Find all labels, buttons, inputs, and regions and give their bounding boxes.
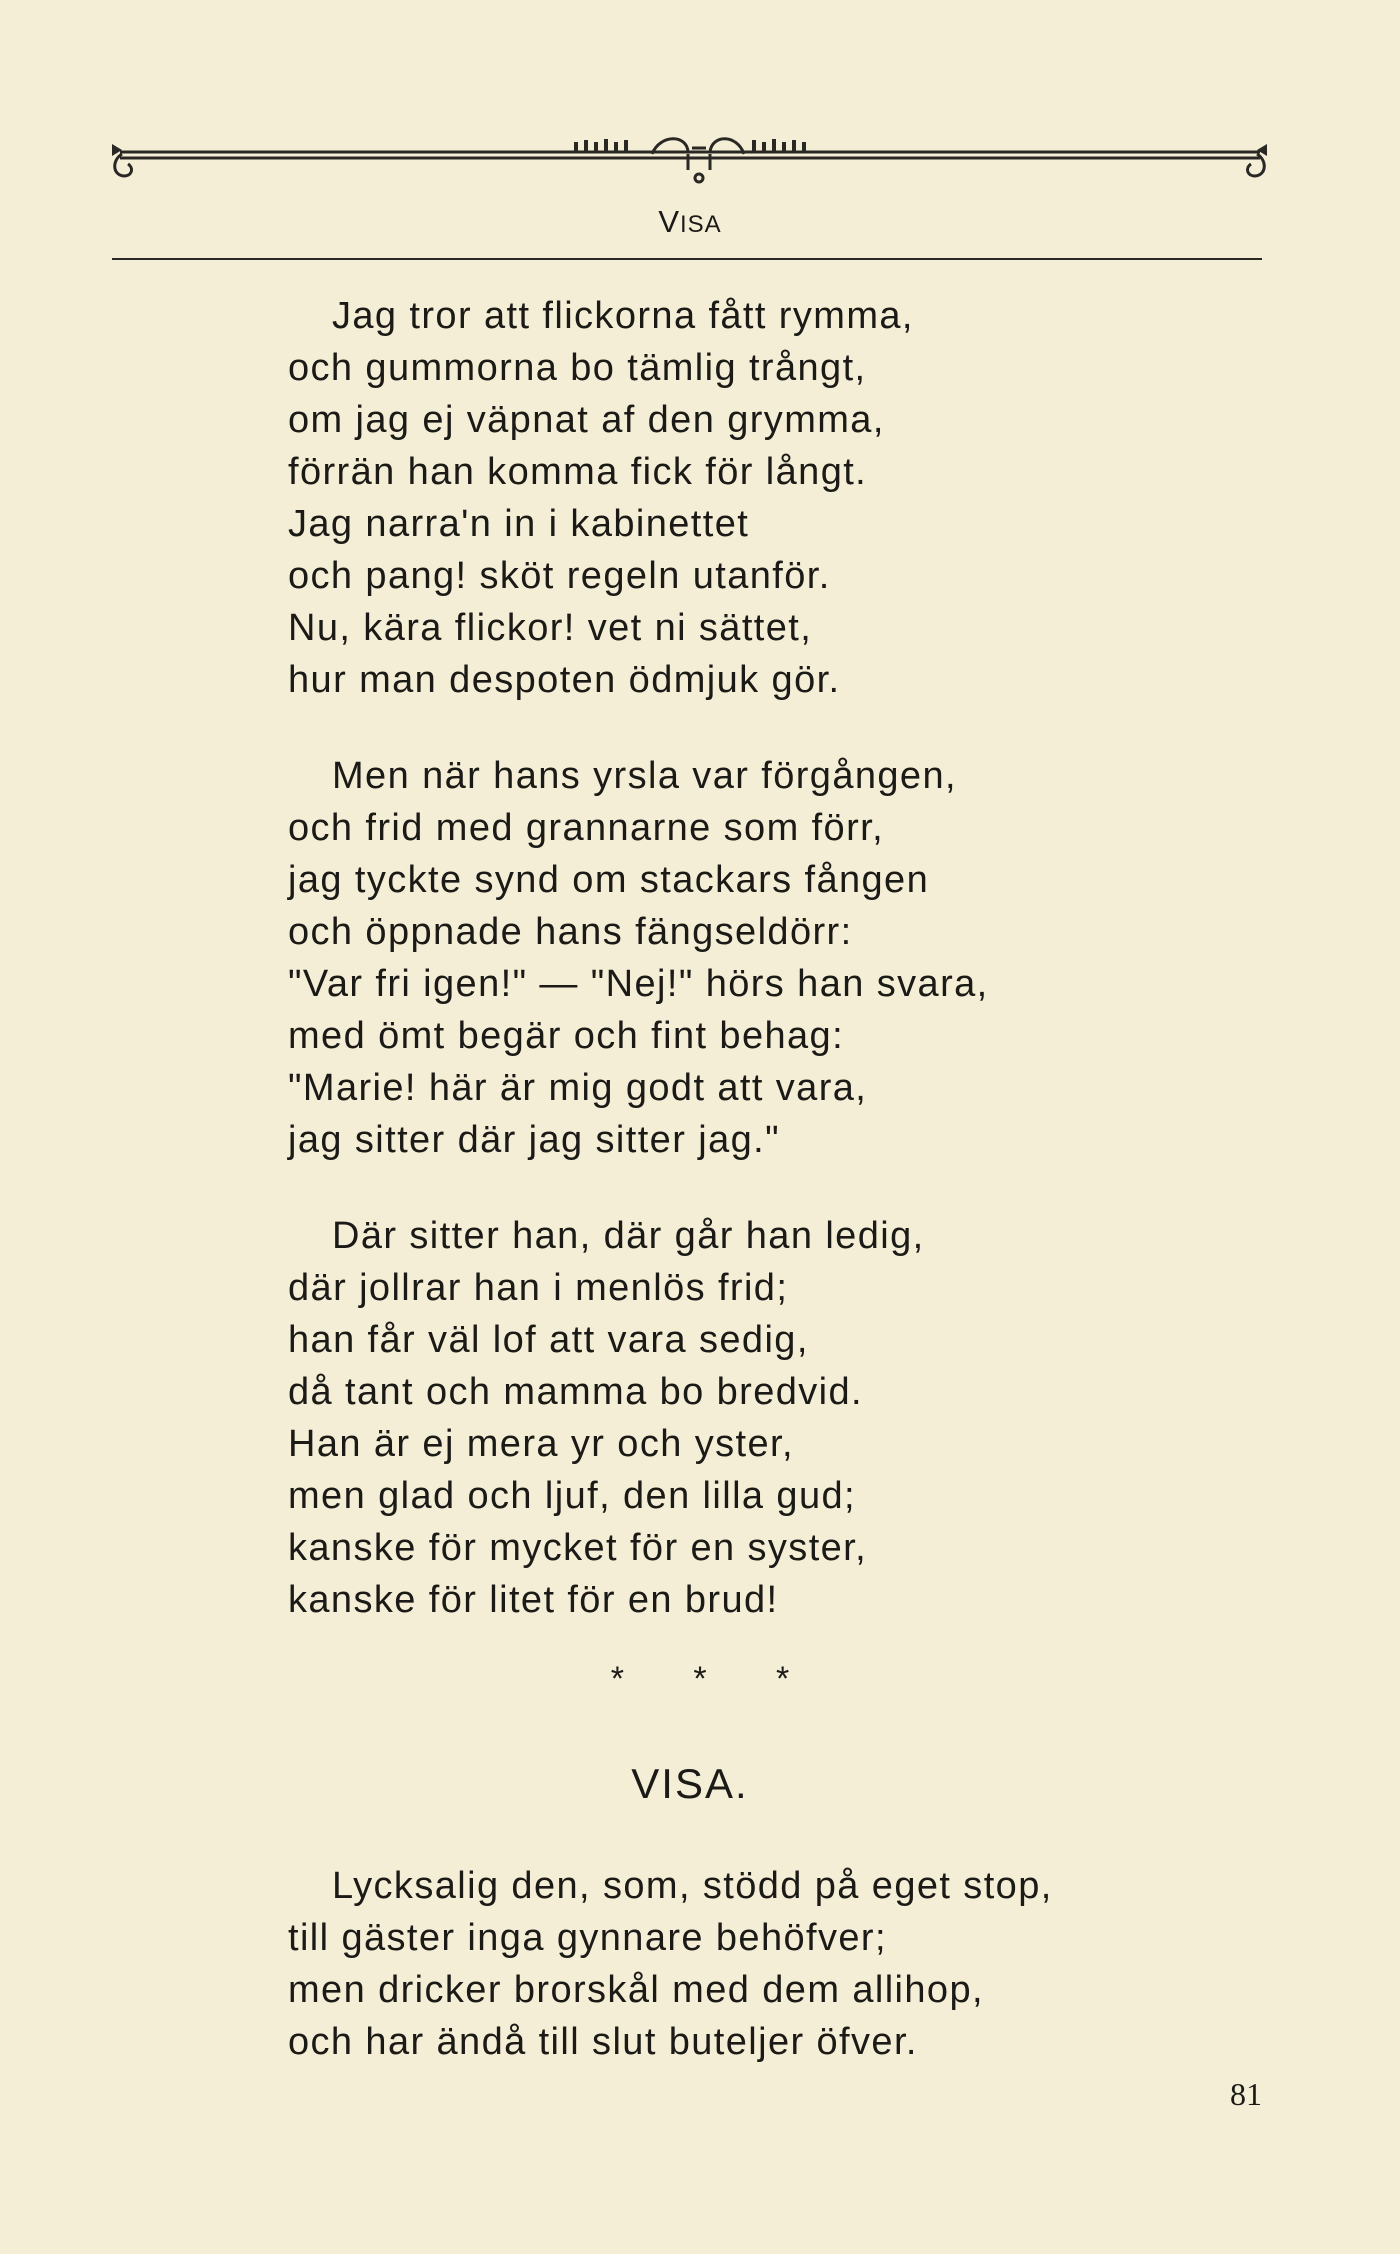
page-number: 81 [1230, 2076, 1262, 2112]
stanza [288, 290, 1348, 706]
verse-line: Han är ej mera yr och yster, [288, 1423, 794, 1465]
stanza [288, 1860, 1348, 2068]
verse-line: jag sitter där jag sitter jag." [288, 1119, 780, 1161]
verse-line: Jag tror att flickorna fått rymma, [332, 295, 914, 337]
verse-line: förrän han komma fick för långt. [288, 451, 868, 493]
verse-line: kanske för mycket för en syster, [288, 1527, 868, 1569]
verse-line: där jollrar han i menlös frid; [288, 1267, 789, 1309]
verse-line: Men när hans yrsla var förgången, [332, 755, 957, 797]
verse-line: "Marie! här är mig godt att vara, [288, 1067, 868, 1109]
verse-line: han får väl lof att vara sedig, [288, 1319, 809, 1361]
running-head-initial: V [658, 204, 680, 239]
poem-body [288, 290, 1348, 1670]
verse-line: men glad och ljuf, den lilla gud; [288, 1475, 856, 1517]
second-poem-body [288, 1860, 1348, 2112]
verse-line: då tant och mamma bo bredvid. [288, 1371, 863, 1413]
poem-title: VISA. [631, 1760, 749, 1807]
verse-line: och gummorna bo tämlig trångt, [288, 347, 867, 389]
section-separator: * * * [610, 1660, 820, 1698]
verse-line: och öppnade hans fängseldörr: [288, 911, 853, 953]
header-rule [112, 258, 1262, 260]
verse-line: och har ändå till slut buteljer öfver. [288, 2021, 918, 2063]
verse-line: och pang! sköt regeln utanför. [288, 555, 831, 597]
verse-line: och frid med grannarne som förr, [288, 807, 885, 849]
stanza [288, 1210, 1348, 1626]
running-head [0, 204, 1380, 240]
verse-line: om jag ej väpnat af den grymma, [288, 399, 885, 441]
verse-line: Där sitter han, där går han ledig, [332, 1215, 925, 1257]
stanza [288, 750, 1348, 1166]
verse-line: Nu, kära flickor! vet ni sättet, [288, 607, 813, 649]
verse-line: men dricker brorskål med dem allihop, [288, 1969, 984, 2011]
verse-line: hur man despoten ödmjuk gör. [288, 659, 841, 701]
verse-line: med ömt begär och fint behag: [288, 1015, 845, 1057]
verse-line: Lycksalig den, som, stödd på eget stop, [332, 1865, 1053, 1907]
verse-line: till gäster inga gynnare behöfver; [288, 1917, 887, 1959]
running-head-rest: ISA [680, 211, 722, 238]
verse-line: "Var fri igen!" — "Nej!" hörs han svara, [288, 963, 989, 1005]
verse-line: kanske för litet för en brud! [288, 1579, 779, 1621]
verse-line: jag tyckte synd om stackars fången [288, 859, 930, 901]
scrollwork-headpiece-icon [112, 130, 1267, 205]
verse-line: Jag narra'n in i kabinettet [288, 503, 750, 545]
